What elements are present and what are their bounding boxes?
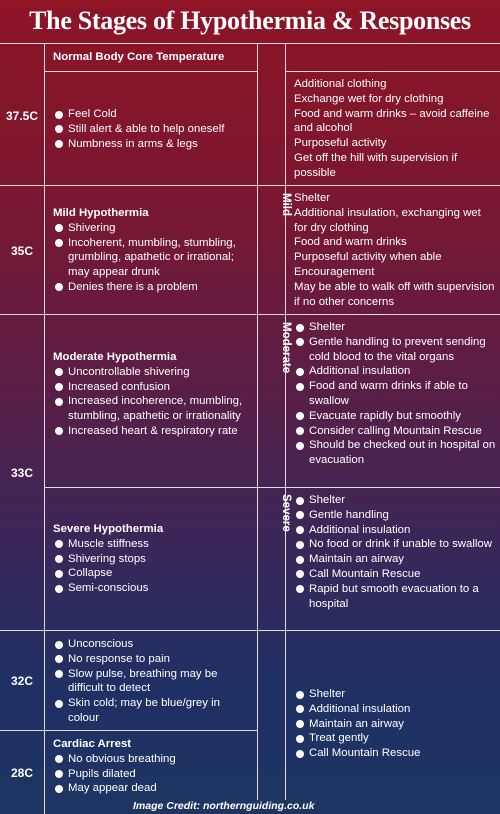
list-item: Shelter	[294, 192, 331, 204]
divider	[45, 71, 257, 72]
list-item: Additional insulation	[294, 364, 496, 379]
list-item: Additional insulation, exchanging wet for dry clothing	[294, 206, 481, 234]
list-item: Food and warm drinks if able to swallow	[294, 379, 496, 409]
list-item: Shelter	[294, 320, 496, 335]
list-item: Increased confusion	[53, 380, 253, 395]
divider	[44, 43, 45, 814]
list-item: May be able to walk off with supervision if no other concerns	[294, 280, 495, 308]
stage-heading: Moderate Hypothermia	[53, 351, 177, 363]
list-item: Increased incoherence, mumbling, stumbling, apathetic or irrationality	[53, 394, 253, 424]
temperature-label: 35C	[10, 244, 33, 258]
divider	[0, 185, 500, 186]
list-item: Gentle handling	[294, 508, 496, 523]
list-item: Slow pulse, breathing may be difficult to detect	[53, 667, 253, 697]
list-item: Shivering	[53, 221, 253, 236]
divider	[0, 730, 258, 731]
temperature-label: 32C	[10, 674, 33, 688]
list-item: Unconscious	[53, 637, 253, 652]
list-item: Food and warm drinks – avoid caffeine and alcohol	[294, 107, 490, 135]
stage-heading: Mild Hypothermia	[53, 207, 149, 219]
responses-final	[294, 687, 496, 761]
list-item: Still alert & able to help oneself	[53, 122, 253, 137]
list-item: Additional insulation	[294, 702, 496, 717]
divider	[44, 487, 500, 488]
list-item: Purposeful activity when able	[294, 251, 442, 264]
list-item: Treat gently	[294, 731, 496, 746]
list-item: Shelter	[294, 493, 496, 508]
list-item: May appear dead	[53, 781, 253, 796]
list-item: No food or drink if unable to swallow	[294, 537, 496, 552]
list-item: Additional insulation	[294, 523, 496, 538]
temperature-label: 37.5C	[5, 109, 39, 123]
symptoms-severe	[53, 522, 253, 596]
list-item: Shivering stops	[53, 552, 253, 567]
list-item: Uncontrollable shivering	[53, 365, 253, 380]
list-item: Numbness in arms & legs	[53, 137, 253, 152]
list-item: Call Mountain Rescue	[294, 746, 496, 761]
list-item: Collapse	[53, 566, 253, 581]
temperature-label: 28C	[10, 766, 33, 780]
list-item: Evacuate rapidly but smoothly	[294, 409, 496, 424]
column-header: Normal Body Core Temperature	[53, 51, 225, 63]
list-item: No obvious breathing	[53, 752, 253, 767]
list-item: Purposeful activity	[294, 137, 387, 150]
list-item: Incoherent, mumbling, stumbling, grumbling, apathetic or irrational; may appear drunk	[53, 236, 253, 280]
responses-normal	[294, 77, 494, 181]
list-item: Muscle stiffness	[53, 537, 253, 552]
symptoms-unconscious	[53, 637, 253, 726]
list-item: Skin cold; may be blue/grey in colour	[53, 696, 253, 726]
list-item: Maintain an airway	[294, 552, 496, 567]
list-item: Get off the hill with supervision if possible	[294, 151, 458, 179]
list-item: Encouragement	[294, 265, 375, 278]
page-title: The Stages of Hypothermia & Responses	[29, 6, 471, 35]
divider	[257, 43, 258, 800]
responses-mild	[294, 191, 496, 309]
responses-severe	[294, 493, 496, 611]
divider	[0, 314, 500, 315]
image-credit: Image Credit: northernguiding.co.uk	[133, 800, 315, 812]
list-item: Pupils dilated	[53, 767, 253, 782]
list-item: Should be checked out in hospital on evacuation	[294, 438, 496, 468]
list-item: Increased heart & respiratory rate	[53, 424, 253, 439]
responses-moderate	[294, 320, 496, 468]
stage-label-severe: Severe	[280, 494, 292, 532]
list-item: Maintain an airway	[294, 717, 496, 732]
list-item: Gentle handling to prevent sending cold blood to the vital organs	[294, 335, 496, 365]
list-item: Consider calling Mountain Rescue	[294, 424, 496, 439]
stage-label-mild: Mild	[280, 193, 292, 216]
stage-label-moderate: Moderate	[280, 322, 292, 374]
temperature-label: 33C	[10, 466, 33, 480]
list-item: Call Mountain Rescue	[294, 567, 496, 582]
symptoms-cardiac-arrest	[53, 737, 253, 796]
divider	[286, 71, 500, 72]
list-item: Semi-conscious	[53, 581, 253, 596]
list-item: Shelter	[294, 687, 496, 702]
divider	[0, 630, 500, 631]
stage-heading: Severe Hypothermia	[53, 523, 164, 535]
list-item: Food and warm drinks	[294, 236, 407, 249]
list-item: Additional clothing	[294, 78, 387, 90]
list-item: Exchange wet for dry clothing	[294, 92, 444, 105]
symptoms-normal	[53, 107, 253, 151]
divider	[285, 43, 286, 800]
stage-heading: Cardiac Arrest	[53, 738, 132, 750]
list-item: Rapid but smooth evacuation to a hospital	[294, 582, 496, 612]
symptoms-mild	[53, 206, 253, 295]
list-item: No response to pain	[53, 652, 253, 667]
list-item: Denies there is a problem	[53, 280, 253, 295]
list-item: Feel Cold	[53, 107, 253, 122]
symptoms-moderate	[53, 350, 253, 439]
